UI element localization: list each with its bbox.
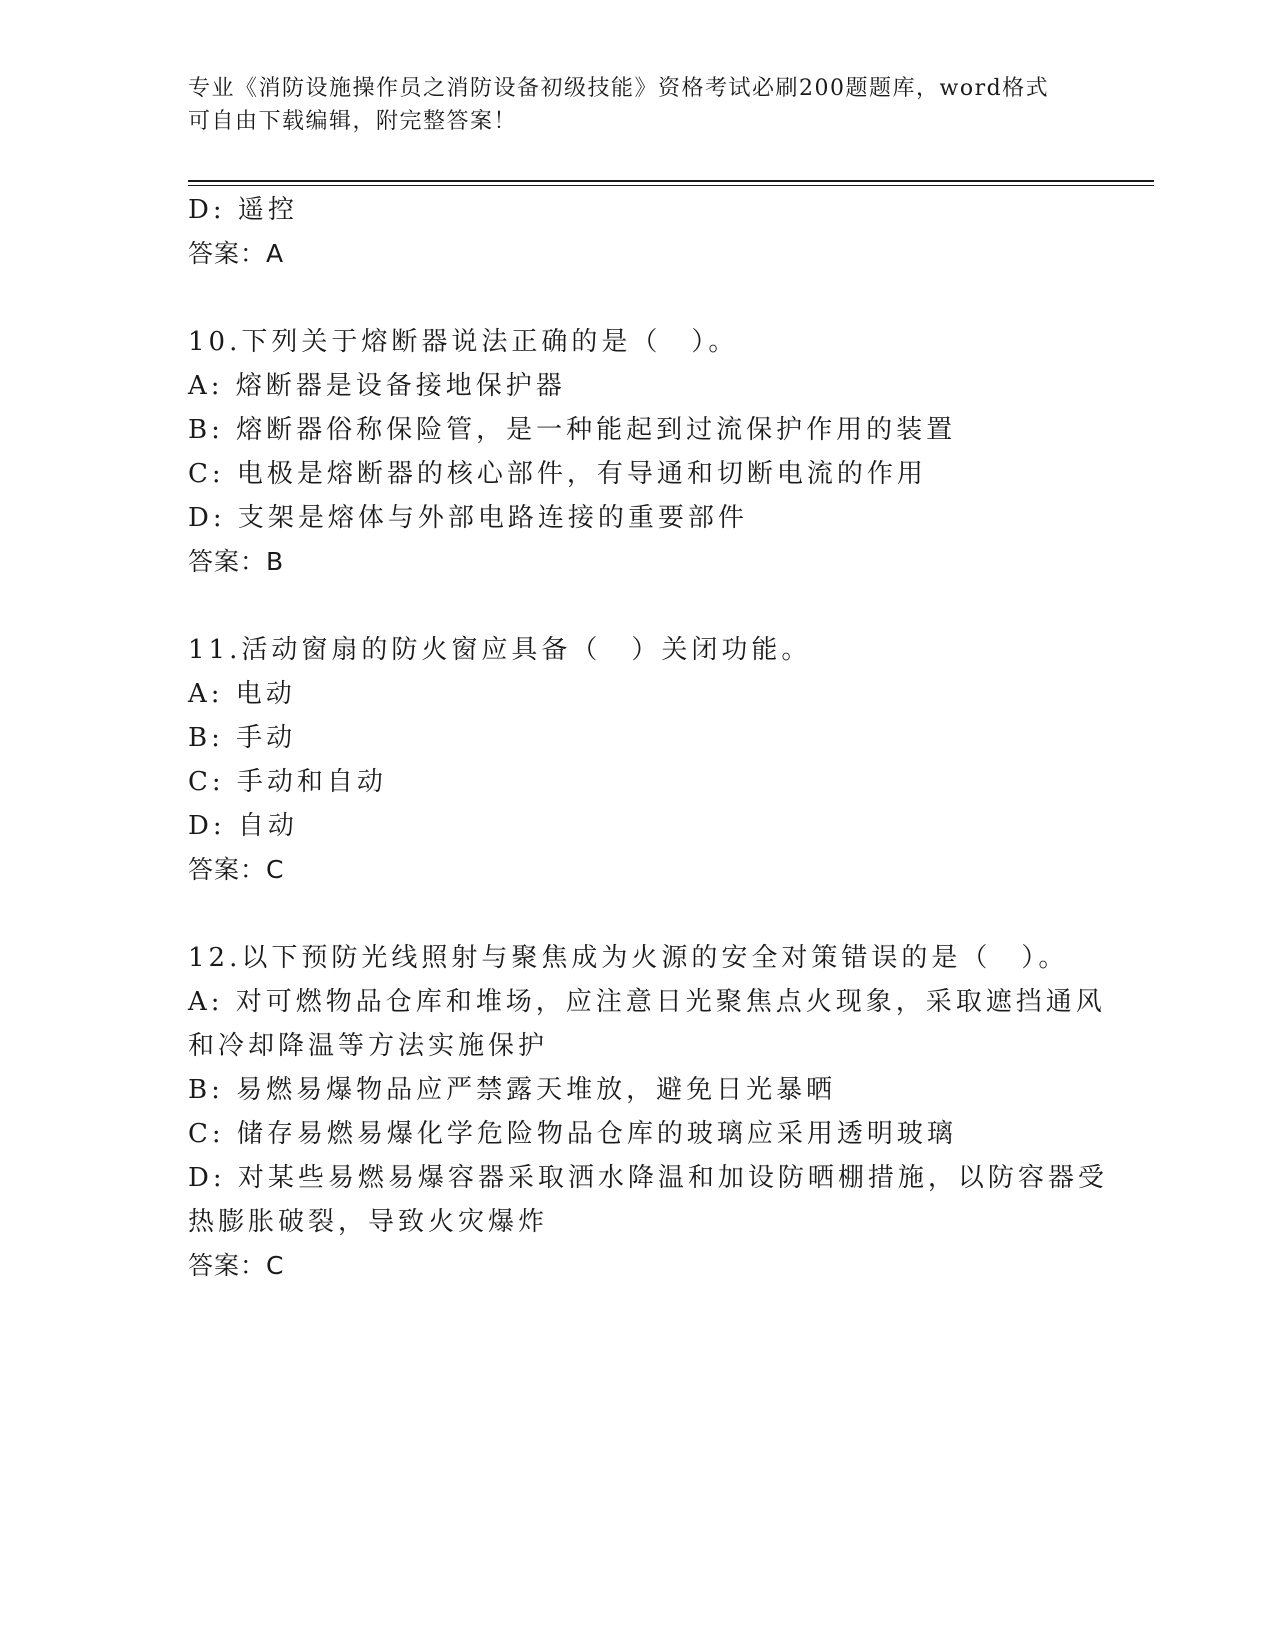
answer-label: 答案：C (188, 855, 285, 884)
option-a: A: 电动 (188, 679, 296, 709)
question-stem: 11.活动窗扇的防火窗应具备（ ）关闭功能。 (188, 635, 812, 665)
option-c: C: 手动和自动 (188, 767, 387, 797)
option-b: B: 手动 (188, 723, 297, 753)
option-a-continued: 和冷却降温等方法实施保护 (188, 1031, 549, 1061)
option-c: C: 电极是熔断器的核心部件，有导通和切断电流的作用 (188, 459, 927, 489)
answer-label: 答案：C (188, 1251, 285, 1280)
answer-label: 答案：B (188, 547, 285, 576)
option-d: D: 支架是熔体与外部电路连接的重要部件 (188, 503, 748, 533)
header-divider (188, 180, 1154, 182)
option-a: A: 对可燃物品仓库和堆场，应注意日光聚焦点火现象，采取遮挡通风 (188, 987, 1106, 1017)
question-stem: 10.下列关于熔断器说法正确的是（ ）。 (188, 327, 739, 357)
option-d-continued: 热膨胀破裂，导致火灾爆炸 (188, 1207, 549, 1237)
answer-label: 答案：A (188, 239, 285, 268)
option-a: A: 熔断器是设备接地保护器 (188, 371, 566, 401)
option-b: B: 熔断器俗称保险管，是一种能起到过流保护作用的装置 (188, 415, 957, 445)
option-d: D: 对某些易燃易爆容器采取洒水降温和加设防晒棚措施，以防容器受 (188, 1163, 1108, 1193)
document-header: 专业《消防设施操作员之消防设备初级技能》资格考试必刷200题题库，word格式可自由下载编辑，附完整答案！ (188, 76, 1050, 134)
question-stem: 12.以下预防光线照射与聚焦成为火源的安全对策错误的是（ ）。 (188, 943, 1069, 973)
option-b: B: 易燃易爆物品应严禁露天堆放，避免日光暴晒 (188, 1075, 837, 1105)
option-d: D: 自动 (188, 811, 298, 841)
option-c: C: 储存易燃易爆化学危险物品仓库的玻璃应采用透明玻璃 (188, 1119, 957, 1149)
header-divider-thin (188, 185, 1154, 186)
option-d: D: 遥控 (188, 195, 298, 225)
